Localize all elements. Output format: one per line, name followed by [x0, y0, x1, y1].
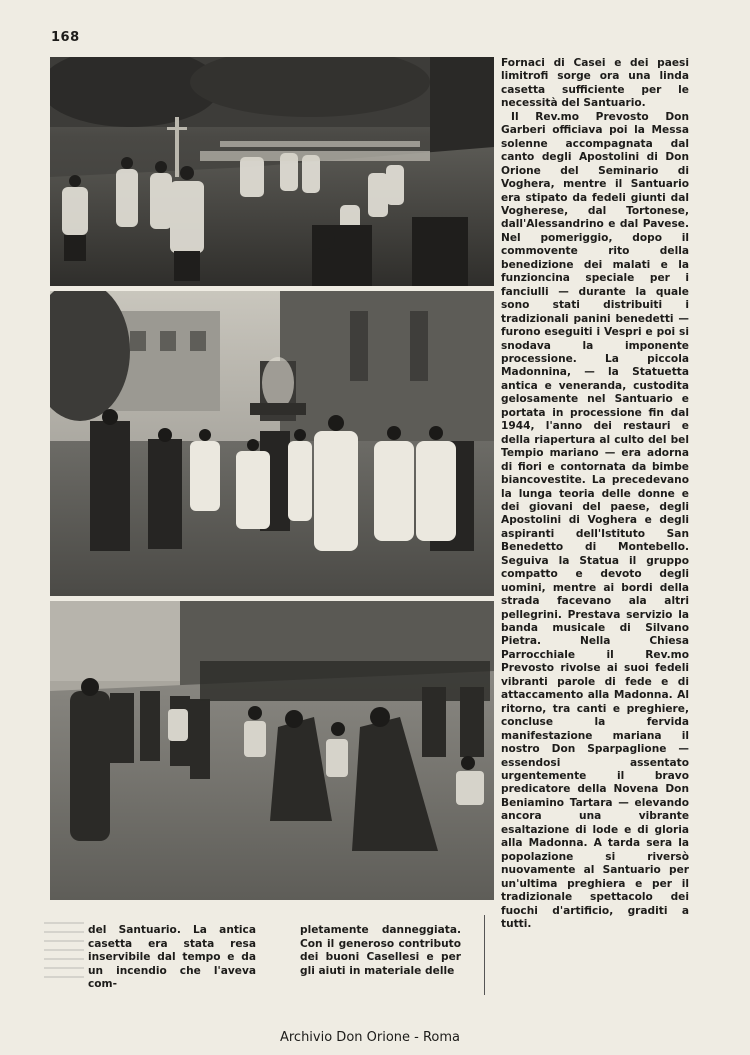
- article-paragraph: Fornaci di Casei e dei paesi limitrofi sorge ora una linda casetta sufficiente per le necessità del Santuario.: [501, 57, 689, 110]
- procession-photo-madonna-statue: [50, 291, 494, 596]
- article-right-column: [501, 57, 689, 931]
- procession-photo-altar-boys: [50, 57, 494, 286]
- bleed-through-text: [44, 915, 84, 985]
- column-divider: [484, 915, 485, 995]
- article-bottom-left-column: del Santuario. La antica casetta era stata resa inservibile dal tempo e da un incendio che l'aveva com-: [88, 924, 256, 991]
- footer-text: Archivio Don Orione - Roma: [279, 1030, 461, 1045]
- archive-footer: [0, 1030, 750, 1045]
- article-bottom-middle-column: pletamente danneggiata. Con il generoso contributo dei buoni Casellesi e per gli aiuti in materiale delle: [300, 924, 461, 977]
- page-number: 168: [51, 30, 80, 45]
- article-paragraph: Il Rev.mo Prevosto Don Garberi officiava poi la Messa solenne accompagnata dal canto degli Apostolini di Don Orione del Seminario di Voghera, mentre il Santuario era stipato da fedeli giunti dal Vogherese, dal Tortonese, dall'Alessandrino e dal Pavese. Nel pomeriggio, dopo il commovente rito della benedizione dei malati e la funzioncina speciale per i fanciulli — durante la quale sono stati distribuiti i tradizionali panini benedetti — furono eseguiti i Vespri e poi si snodava la imponente processione. La piccola Madonnina, — la Statuetta antica e veneranda, custodita gelosamente nel Santuario e portata in processione fin dal 1944, l'anno dei restauri e della riapertura al culto del bel Tempio mariano — era adorna di fiori e contornata da bimbe biancovestite. La precedevano la lunga teoria delle donne e dei giovani del paese, degli Apostolini di Voghera e degli aspiranti dell'Istituto San Benedetto di Montebello. Seguiva la Statua il gruppo compatto e devoto degli uomini, mentre ai bordi della strada facevano ala altri pellegrini. Prestava servizio la banda musicale di Silvano Pietra. Nella Chiesa Parrocchiale il Rev.mo Prevosto rivolse ai suoi fedeli vibranti parole di fede e di attaccamento alla Madonna. Al ritorno, tra canti e preghiere, concluse la fervida manifestazione mariana il nostro Don Sparpaglione — essendosi assentato urgentemente il bravo predicatore della Novena Don Beniamino Tartara — elevando ancora una vibrante esaltazione di lode e di gloria alla Madonna. A tarda sera la popolazione si riversò nuovamente al Santuario per un'ultima preghiera e per il tradizionale spettacolo dei fuochi d'artificio, graditi a tutti.: [501, 110, 689, 930]
- procession-photo-nuns-and-children: [50, 601, 494, 900]
